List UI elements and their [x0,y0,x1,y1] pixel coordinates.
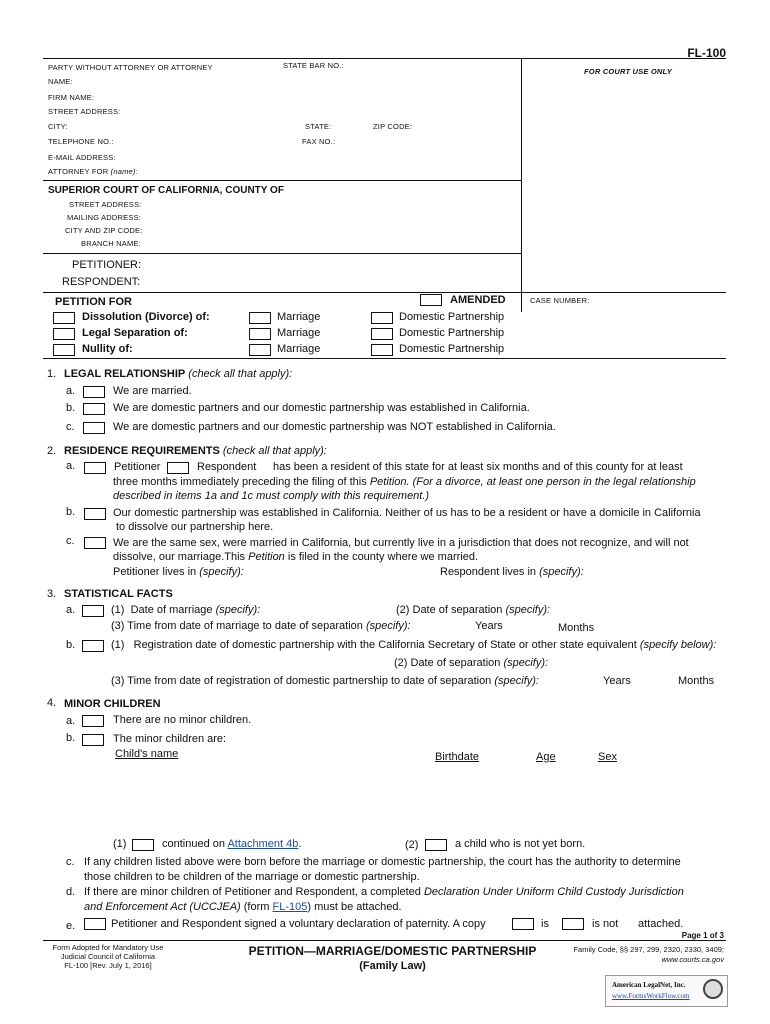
s2a-petitioner-label: Petitioner [114,461,161,473]
name-label: NAME: [48,77,73,86]
s1c-letter: c. [66,421,75,433]
s1-number: 1. [47,368,57,380]
s4d-text1a: If there are minor children of Petitioner and Respondent, a completed [84,886,424,898]
s2b-text-line1: Our domestic partnership was established in California. Neither of us has to be a resident or have a domicile in California [113,507,701,519]
s2c-text2b: Petition [248,551,285,563]
s3b1-hint: (specify below): [639,639,717,651]
s1b-text: We are domestic partners and our domestic partnership was established in California. [113,402,530,414]
registration-date-input[interactable] [135,656,385,668]
marriage-date-input[interactable] [270,604,385,616]
nullity-label: Nullity of: [82,343,133,355]
court-street-label: STREET ADDRESS: [69,200,142,209]
s3a1-hint: (specify): [215,604,261,616]
legal-separation-marriage-label: Marriage [277,327,321,339]
s3a-letter: a. [66,604,76,616]
s4b2-text: a child who is not yet born. [455,838,586,850]
s4b1-post: . [298,838,302,850]
legal-separation-label: Legal Separation of: [82,327,188,339]
court-cityzip-label: CITY AND ZIP CODE: [65,226,143,235]
marriage-months-input[interactable] [510,622,555,634]
petitioner-label: PETITIONER: [72,259,142,271]
pet-lives-hint: (specify): [199,566,244,578]
children-sex-header: Sex [598,751,617,763]
s2-number: 2. [47,445,57,457]
street-input[interactable] [120,105,515,117]
s2b-checkbox[interactable] [84,508,106,520]
adopted-line3: FL-100 [Rev. July 1, 2016] [64,961,152,970]
parties-divider [43,292,726,293]
attorney-for-label [48,167,138,176]
respondent-label: RESPONDENT: [62,276,141,288]
s3a3-text: (3) Time from date of marriage to date of separation [111,620,363,632]
nullity-dp-checkbox[interactable] [371,344,393,356]
s2c-letter: c. [66,535,75,547]
footer-title: PETITION—MARRIAGE/DOMESTIC PARTNERSHIP [248,944,537,958]
children-name-header: Child's name [115,748,179,760]
s3b-months-label: Months [678,675,715,687]
phone-input[interactable] [112,135,297,147]
respondent-lives-input[interactable] [590,566,720,578]
s1-heading [64,368,292,380]
dissolution-dp-checkbox[interactable] [371,312,393,324]
s4e-text: Petitioner and Respondent signed a voluntary declaration of paternity. A copy [111,918,486,930]
s1-hint: (check all that apply): [188,368,293,380]
firm-input[interactable] [96,91,516,103]
s3b-checkbox[interactable] [82,640,104,652]
attorney-for-input[interactable] [140,165,515,177]
s3a1 [111,604,260,616]
s4b2-num: (2) [405,839,419,851]
s4e-checkbox[interactable] [84,918,106,930]
s2b-letter: b. [66,506,76,518]
s2a-text-line3: described in items 1a and 1c must comply with this requirement.) [113,490,430,502]
s3a2-hint: (specify): [505,604,551,616]
s4e-attached-label: attached. [638,918,684,930]
s2a-text2b: Petition [369,476,407,488]
s1a-checkbox[interactable] [83,386,105,398]
s4b1-pre: continued on [162,838,228,850]
footer-adopted [43,943,173,970]
state-bar-label: STATE BAR NO.: [283,61,344,70]
s2a-text2a: three months immediately preceding the filing of this [113,476,370,488]
children-age-header: Age [536,751,556,763]
s3a2-text: (2) Date of separation [396,604,503,616]
s3a1-text: Date of marriage [130,604,213,616]
s4a-checkbox[interactable] [82,715,104,727]
s2a-text-line2 [113,476,696,488]
s4d-text2b: (form [240,901,273,913]
respondent-input[interactable] [150,276,515,290]
s2c-text-line2 [113,551,478,563]
form-id: FL-100 [687,46,726,60]
resp-lives-hint: (specify): [539,566,584,578]
legal-separation-checkbox[interactable] [53,328,75,340]
court-mailing-label: MAILING ADDRESS: [67,213,142,222]
s3b1-num: (1) [111,639,125,651]
attorney-for-name-hint: (name): [110,167,138,176]
s3b3 [111,675,539,687]
s1a-letter: a. [66,385,76,397]
court-cityzip-input[interactable] [142,224,515,236]
s3b2-hint: (specify): [503,657,549,669]
s1b-letter: b. [66,402,76,414]
dissolution-marriage-checkbox[interactable] [249,312,271,324]
zip-input[interactable] [413,120,513,132]
city-input[interactable] [72,120,297,132]
s3b3-hint: (specify): [494,675,539,687]
adopted-line2: Judicial Council of California [60,952,156,961]
footer-code: Family Code, §§ 297, 299, 2320, 2330, 3409; [573,945,724,954]
s3a1-num: (1) [111,604,125,616]
s2-hint: (check all that apply): [222,445,327,457]
party-label: PARTY WITHOUT ATTORNEY OR ATTORNEY [48,63,213,72]
s2a-letter: a. [66,460,76,472]
s2c-petitioner-lives [113,566,244,578]
s3a2 [396,604,550,616]
s2b-text-line2: to dissolve our partnership here. [116,521,274,533]
s4b-text: The minor children are: [113,733,227,745]
dissolution-marriage-label: Marriage [277,311,321,323]
s3b2 [394,657,548,669]
s4c-text-line2: those children to be children of the marriage or domestic partnership. [84,871,420,883]
s4d-text-line1 [84,886,684,898]
nullity-marriage-checkbox[interactable] [249,344,271,356]
marriage-years-input[interactable] [430,620,472,632]
s4e-is-checkbox[interactable] [512,918,534,930]
court-street-input[interactable] [142,198,515,210]
court-mailing-input[interactable] [142,211,515,223]
s2a-text2c: . (For a divorce, at least one person in the legal relationship [406,476,696,488]
s4b1-checkbox[interactable] [132,839,154,851]
attorney-section-divider [43,180,521,181]
attorney-for-text: ATTORNEY FOR [48,167,109,176]
case-number-label: CASE NUMBER: [530,296,590,305]
dp-separation-date-input[interactable] [562,656,712,668]
phone-label: TELEPHONE NO.: [48,137,114,146]
s1b-checkbox[interactable] [83,403,105,415]
s3a3 [111,620,411,632]
header-top-border [43,58,726,59]
children-list-input[interactable] [113,766,713,826]
petitioner-input[interactable] [150,259,515,273]
s3a-months-label: Months [558,622,595,634]
state-label: STATE: [305,122,332,131]
s2-title: RESIDENCE REQUIREMENTS [64,445,220,457]
s2a-text-line1: has been a resident of this state for at least six months and of this county for at least [273,461,683,473]
s2c-text2c: is filed in the county where we married. [284,551,479,563]
s4e-letter: e. [66,920,76,932]
attachment-4b-link[interactable]: Attachment 4b [227,838,299,850]
s4e-is-not-label: is not [592,918,619,930]
s4b1-text [162,838,301,850]
s4c-text-line1: If any children listed above were born before the marriage or domestic partnership, the court has the authority to determine [84,856,681,868]
case-number-input[interactable] [530,308,720,348]
dissolution-label: Dissolution (Divorce) of: [82,311,210,323]
s1c-checkbox[interactable] [83,422,105,434]
footer-site[interactable]: www.courts.ca.gov [661,955,724,964]
s2c-checkbox[interactable] [84,537,106,549]
county-input[interactable] [290,184,515,196]
s4d-text2c: ) must be attached. [307,901,402,913]
s3b-letter: b. [66,639,76,651]
s4-number: 4. [47,697,57,709]
resp-lives-label: Respondent lives in [440,566,537,578]
court-section-divider [43,253,521,254]
s1a-text: We are married. [113,385,192,397]
s4d-letter: d. [66,886,76,898]
court-use-label: FOR COURT USE ONLY [584,67,672,76]
s1-title: LEGAL RELATIONSHIP [64,368,186,380]
s3a-years-label: Years [475,620,503,632]
s2a-petitioner-checkbox[interactable] [84,462,106,474]
s4d-text-line2 [84,901,402,913]
legal-separation-dp-label: Domestic Partnership [399,327,505,339]
s2c-text2a: dissolve, our marriage.This [113,551,249,563]
state-bar-input[interactable] [345,60,515,72]
fax-input[interactable] [337,135,515,147]
children-birthdate-header: Birthdate [435,751,480,763]
s4b-letter: b. [66,732,76,744]
dissolution-checkbox[interactable] [53,312,75,324]
s4-title: MINOR CHILDREN [64,698,161,710]
s3b1 [111,639,716,651]
s4d-text1b: Declaration Under Uniform Child Custody Jurisdiction [423,886,684,898]
petition-for-bottom [43,358,726,359]
court-title: SUPERIOR COURT OF CALIFORNIA, COUNTY OF [48,185,284,196]
dp-years-input[interactable] [562,675,600,687]
street-label: STREET ADDRESS: [48,107,121,116]
court-branch-input[interactable] [142,237,515,249]
petition-for-title: PETITION FOR [55,296,132,308]
logo-text-2[interactable]: www.FormsWorkFlow.com [612,992,690,1000]
footer-rule [43,940,726,941]
pet-lives-label: Petitioner lives in [113,566,197,578]
s4a-letter: a. [66,715,76,727]
s3-number: 3. [47,588,57,600]
s3a-checkbox[interactable] [82,605,104,617]
petitioner-lives-input[interactable] [280,566,430,578]
nullity-marriage-label: Marriage [277,343,321,355]
page-number: Page 1 of 3 [681,931,724,940]
zip-label: ZIP CODE: [373,122,413,131]
nullity-checkbox[interactable] [53,344,75,356]
legal-separation-dp-checkbox[interactable] [371,328,393,340]
s3b3-text: (3) Time from date of registration of domestic partnership to date of separation [111,675,492,687]
fax-label: FAX NO.: [302,137,336,146]
s4b-checkbox[interactable] [82,734,104,746]
amended-checkbox[interactable] [420,294,442,306]
s3-title: STATISTICAL FACTS [64,588,173,600]
s3b2-text: (2) Date of separation [394,657,501,669]
dp-months-input[interactable] [638,675,676,687]
s4b1-num: (1) [113,838,127,850]
s3b1-text: Registration date of domestic partnership with the California Secretary of State or other state equivalent [133,639,637,651]
court-branch-label: BRANCH NAME: [81,239,141,248]
s2c-text-line1: We are the same sex, were married in California, but currently live in a jurisdiction that does not recognize, and will not [113,537,689,549]
s2c-respondent-lives [440,566,584,578]
s4e-is-not-checkbox[interactable] [562,918,584,930]
logo-text-1: American LegalNet, Inc. [612,981,686,989]
separation-date-input[interactable] [562,604,712,616]
state-input[interactable] [335,120,370,132]
nullity-dp-label: Domestic Partnership [399,343,505,355]
s2a-respondent-checkbox[interactable] [167,462,189,474]
s3b-years-label: Years [603,675,631,687]
legalnet-logo [605,975,728,1007]
logo-seal-icon [703,979,723,999]
s4e-is-label: is [541,918,549,930]
s4b2-checkbox[interactable] [425,839,447,851]
s4c-letter: c. [66,856,75,868]
s4a-text: There are no minor children. [113,714,252,726]
s3a3-hint: (specify): [365,620,411,632]
s4d-text2a: and Enforcement Act (UCCJEA) [84,901,241,913]
footer-subtitle: (Family Law) [359,960,426,972]
dissolution-dp-label: Domestic Partnership [399,311,505,323]
amended-label: AMENDED [450,294,506,306]
city-label: CITY: [48,122,68,131]
adopted-line1: Form Adopted for Mandatory Use [52,943,164,952]
s2-heading [64,445,327,457]
firm-label: FIRM NAME: [48,93,95,102]
email-label: E-MAIL ADDRESS: [48,153,116,162]
fl-105-link[interactable]: FL-105 [272,901,308,913]
s2a-respondent-label: Respondent [197,461,257,473]
legal-separation-marriage-checkbox[interactable] [249,328,271,340]
name-input[interactable] [80,75,515,87]
email-input[interactable] [116,151,516,163]
s1c-text: We are domestic partners and our domestic partnership was NOT established in California. [113,421,556,433]
court-use-divider [521,58,522,312]
